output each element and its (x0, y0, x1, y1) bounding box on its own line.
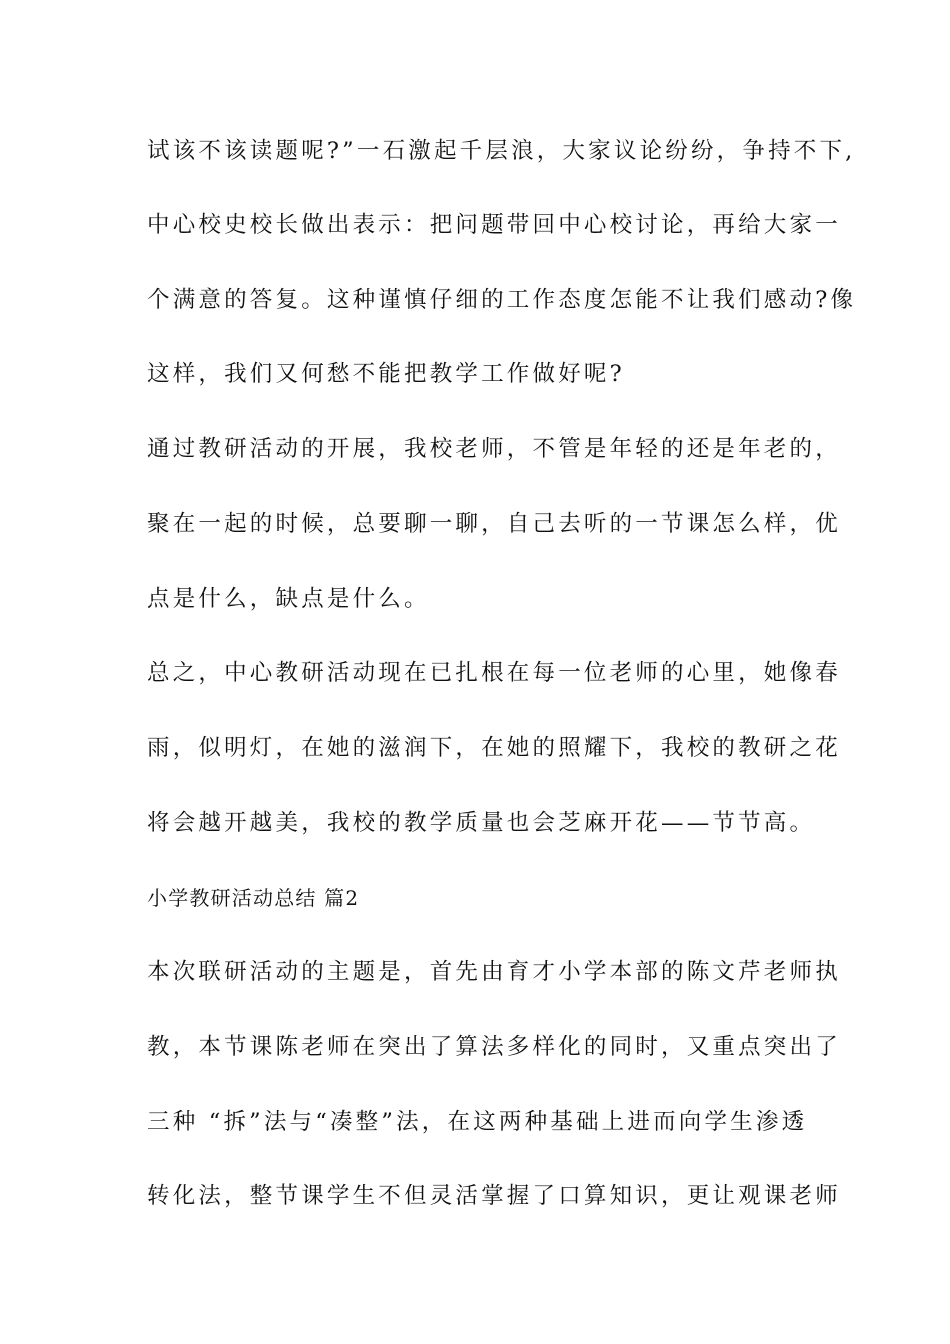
text-line: 聚在一起的时候，总要聊一聊，自己去听的一节课怎么样，优 (147, 511, 841, 537)
text-line: 将会越开越美，我校的教学质量也会芝麻开花——节节高。 (147, 810, 816, 836)
text-line: 转化法，整节课学生不但灵活掌握了口算知识，更让观课老师 (147, 1183, 841, 1209)
text-line: 三种 “拆”法与“凑整”法，在这两种基础上进而向学生渗透 (147, 1109, 808, 1135)
text-line: 雨，似明灯，在她的滋润下，在她的照耀下，我校的教研之花 (147, 735, 841, 761)
text-line: 本次联研活动的主题是，首先由育才小学本部的陈文芹老师执 (147, 959, 841, 985)
text-line: 教，本节课陈老师在突出了算法多样化的同时，又重点突出了 (147, 1034, 841, 1060)
text-line: 通过教研活动的开展，我校老师，不管是年轻的还是年老的， (147, 436, 841, 462)
text-line: 个满意的答复。这种谨慎仔细的工作态度怎能不让我们感动?像 (147, 287, 857, 313)
text-line: 这样，我们又何愁不能把教学工作做好呢? (147, 361, 625, 387)
text-line: 试该不该读题呢?”一石激起千层浪，大家议论纷纷，争持不下, (147, 138, 856, 164)
text-line: 中心校史校长做出表示：把问题带回中心校讨论，再给大家一 (147, 212, 841, 238)
section-heading: 小学教研活动总结 篇2 (147, 886, 360, 910)
text-line: 总之，中心教研活动现在已扎根在每一位老师的心里，她像春 (147, 660, 841, 686)
text-line: 点是什么，缺点是什么。 (147, 586, 430, 612)
